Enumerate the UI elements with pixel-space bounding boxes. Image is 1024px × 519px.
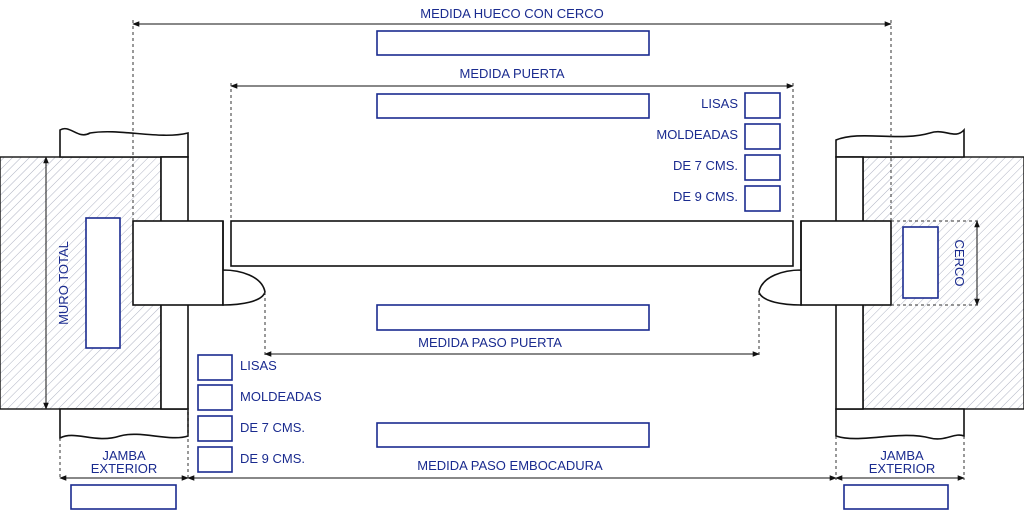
option-checkbox[interactable] <box>198 385 232 410</box>
input-medida-puerta[interactable] <box>377 94 649 118</box>
option-checkbox[interactable] <box>745 186 780 211</box>
option-label: DE 9 CMS. <box>672 189 738 204</box>
label-jamba-exterior-left-line2: EXTERIOR <box>90 461 158 476</box>
jamb-type-options <box>198 355 322 472</box>
label-medida-puerta: MEDIDA PUERTA <box>459 66 565 81</box>
label-cerco: CERCO <box>952 239 967 287</box>
label-jamba-exterior-right-line2: EXTERIOR <box>868 461 936 476</box>
label-jamba-exterior-left-line1: JAMBA <box>102 448 146 463</box>
option-label: DE 9 CMS. <box>240 451 306 466</box>
label-jamba-exterior-right-line1: JAMBA <box>880 448 924 463</box>
option-label: DE 7 CMS. <box>240 420 306 435</box>
label-muro-total: MURO TOTAL <box>56 241 71 325</box>
input-medida-paso-puerta[interactable] <box>377 305 649 330</box>
label-medida-paso-puerta: MEDIDA PASO PUERTA <box>418 335 562 350</box>
option-label: LISAS <box>240 358 277 373</box>
input-cerco[interactable] <box>903 227 938 298</box>
input-jamba-exterior-right[interactable] <box>844 485 948 509</box>
option-checkbox[interactable] <box>198 416 232 441</box>
input-medida-hueco-con-cerco[interactable] <box>377 31 649 55</box>
label-medida-paso-embocadura: MEDIDA PASO EMBOCADURA <box>417 458 603 473</box>
label-medida-hueco-con-cerco: MEDIDA HUECO CON CERCO <box>420 6 604 21</box>
door-leaf <box>231 221 793 266</box>
option-label: MOLDEADAS <box>240 389 322 404</box>
option-label: DE 7 CMS. <box>672 158 738 173</box>
input-medida-paso-embocadura[interactable] <box>377 423 649 447</box>
door-type-options <box>656 93 780 211</box>
input-jamba-exterior-left[interactable] <box>71 485 176 509</box>
option-checkbox[interactable] <box>745 155 780 180</box>
input-muro-total[interactable] <box>86 218 120 348</box>
option-checkbox[interactable] <box>198 447 232 472</box>
option-label: MOLDEADAS <box>656 127 738 142</box>
option-checkbox[interactable] <box>198 355 232 380</box>
option-label: LISAS <box>701 96 738 111</box>
option-checkbox[interactable] <box>745 93 780 118</box>
option-checkbox[interactable] <box>745 124 780 149</box>
